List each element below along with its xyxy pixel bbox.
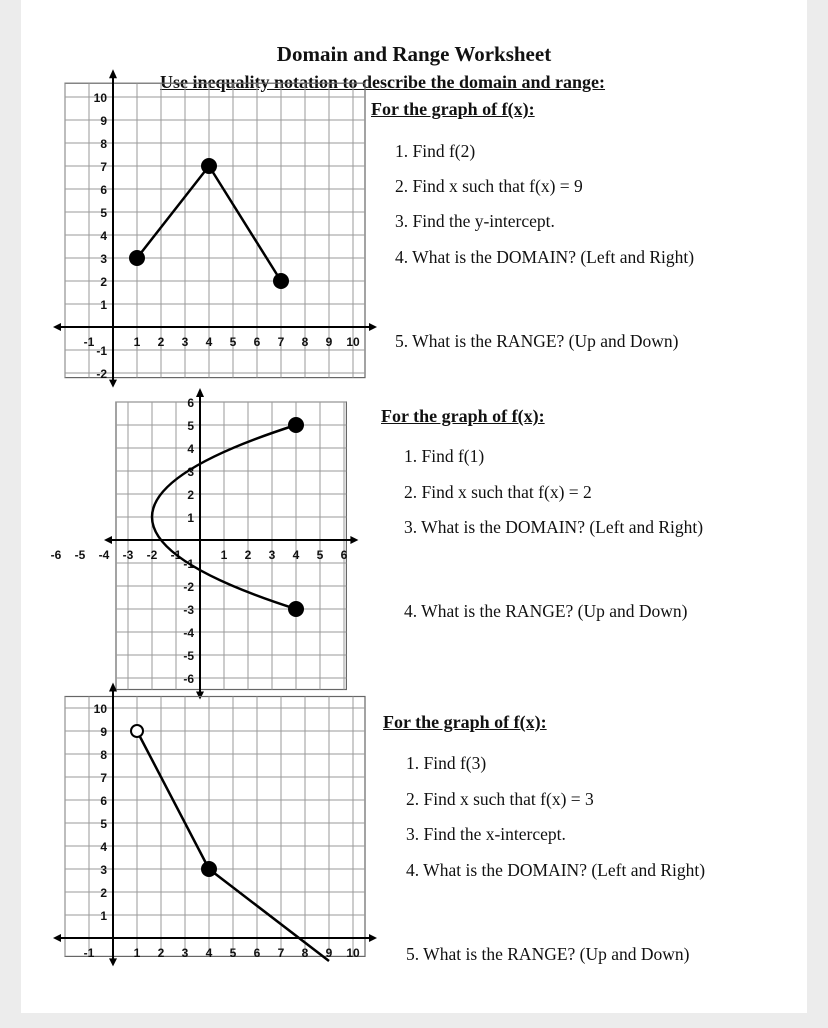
y-tick-label: 1 [100, 298, 107, 312]
closed-point [201, 158, 217, 174]
open-point [131, 725, 143, 737]
x-tick-label: 6 [253, 946, 261, 960]
y-tick-label: 5 [100, 817, 107, 831]
y-tick-label: -1 [96, 344, 107, 358]
x-tick-label: 7 [277, 946, 285, 960]
x-tick-label: 9 [325, 946, 333, 960]
x-tick-label: 1 [133, 335, 141, 349]
y-tick-label: 1 [100, 909, 107, 923]
y-tick-label: 4 [100, 229, 107, 243]
page-subtitle: Use inequality notation to describe the domain and range: [160, 72, 606, 92]
closed-point [201, 861, 217, 877]
x-tick-label: -5 [74, 548, 86, 562]
x-tick-label: 10 [346, 335, 360, 349]
y-tick-label: -4 [183, 626, 194, 640]
x-axis-arrow-right [369, 323, 377, 331]
x-tick-label: 3 [181, 946, 189, 960]
y-tick-label: 4 [187, 442, 194, 456]
section3-question-3: 3. Find the x-intercept. [406, 824, 566, 844]
graph-2 [50, 392, 375, 697]
x-axis-arrow-right [369, 934, 377, 942]
x-tick-label: 8 [301, 946, 309, 960]
x-axis-arrow-left [53, 934, 61, 942]
graph-border [65, 83, 365, 377]
section2-question-1: 1. Find f(1) [404, 446, 485, 466]
section2-question-2: 2. Find x such that f(x) = 2 [404, 482, 592, 502]
y-axis-arrow-down [109, 958, 117, 966]
y-tick-label: -6 [183, 672, 194, 686]
x-tick-label: -2 [146, 548, 158, 562]
graph-border [116, 402, 346, 690]
section1-question-2: 2. Find x such that f(x) = 9 [395, 176, 583, 196]
x-axis-arrow-left [104, 536, 112, 544]
x-tick-label: 4 [205, 335, 213, 349]
y-tick-label: 8 [100, 748, 107, 762]
closed-point [288, 601, 304, 617]
y-tick-label: -3 [183, 603, 194, 617]
y-tick-label: 5 [187, 419, 194, 433]
x-tick-label: 2 [157, 335, 165, 349]
section3-question-1: 1. Find f(3) [406, 753, 487, 773]
closed-point [288, 417, 304, 433]
y-tick-label: 10 [93, 91, 107, 105]
y-tick-label: 9 [100, 114, 107, 128]
x-tick-label: -3 [122, 548, 134, 562]
x-tick-label: 9 [325, 335, 333, 349]
section3-question-2: 2. Find x such that f(x) = 3 [406, 789, 594, 809]
x-tick-label: 5 [316, 548, 324, 562]
closed-point [273, 273, 289, 289]
graph-1 [55, 90, 380, 390]
y-tick-label: -2 [96, 367, 107, 381]
x-axis-arrow-left [53, 323, 61, 331]
closed-point [129, 250, 145, 266]
section2-question-3: 3. What is the DOMAIN? (Left and Right) [404, 517, 704, 537]
y-tick-label: 2 [100, 886, 107, 900]
y-axis-arrow-down [109, 380, 117, 388]
section1-question-4: 4. What is the DOMAIN? (Left and Right) [395, 247, 695, 267]
page-title: Domain and Range Worksheet [276, 42, 552, 66]
x-tick-label: -1 [83, 946, 95, 960]
y-tick-label: 6 [100, 794, 107, 808]
x-tick-label: 7 [277, 335, 285, 349]
y-tick-label: 2 [100, 275, 107, 289]
x-tick-label: 5 [229, 335, 237, 349]
section3-question-5: 5. What is the RANGE? (Up and Down) [406, 944, 690, 964]
x-tick-label: 1 [133, 946, 141, 960]
y-tick-label: 6 [100, 183, 107, 197]
section1-question-3: 3. Find the y-intercept. [395, 211, 555, 231]
section2-question-4: 4. What is the RANGE? (Up and Down) [404, 601, 688, 621]
y-tick-label: 7 [100, 771, 107, 785]
x-tick-label: 5 [229, 946, 237, 960]
section2-heading: For the graph of f(x): [381, 406, 545, 426]
y-tick-label: 2 [187, 488, 194, 502]
x-tick-label: 6 [340, 548, 348, 562]
y-tick-label: 5 [100, 206, 107, 220]
y-tick-label: 6 [187, 396, 194, 410]
section3-heading: For the graph of f(x): [383, 712, 547, 732]
x-tick-label: 3 [181, 335, 189, 349]
y-tick-label: 10 [93, 702, 107, 716]
x-tick-label: 6 [253, 335, 261, 349]
section3-question-4: 4. What is the DOMAIN? (Left and Right) [406, 860, 706, 880]
y-tick-label: 7 [100, 160, 107, 174]
graph-3 [55, 698, 380, 973]
x-tick-label: 3 [268, 548, 276, 562]
x-tick-label: 8 [301, 335, 309, 349]
y-tick-label: 4 [100, 840, 107, 854]
section1-question-5: 5. What is the RANGE? (Up and Down) [395, 331, 679, 351]
section1-question-1: 1. Find f(2) [395, 141, 476, 161]
y-tick-label: 3 [100, 252, 107, 266]
y-tick-label: -5 [183, 649, 194, 663]
x-tick-label: -6 [50, 548, 62, 562]
y-tick-label: 1 [187, 511, 194, 525]
graph-border [65, 697, 365, 957]
x-tick-label: 2 [157, 946, 165, 960]
x-tick-label: 2 [244, 548, 252, 562]
x-tick-label: -1 [83, 335, 95, 349]
y-tick-label: 3 [187, 465, 194, 479]
x-tick-label: 1 [220, 548, 228, 562]
x-axis-arrow-right [350, 536, 358, 544]
y-tick-label: 3 [100, 863, 107, 877]
y-tick-label: -2 [183, 580, 194, 594]
y-tick-label: -1 [183, 557, 194, 571]
y-tick-label: 8 [100, 137, 107, 151]
x-tick-label: 4 [292, 548, 300, 562]
x-tick-label: -4 [98, 548, 110, 562]
y-tick-label: 9 [100, 725, 107, 739]
section1-heading: For the graph of f(x): [371, 99, 535, 119]
x-tick-label: 10 [346, 946, 360, 960]
x-tick-label: 4 [205, 946, 213, 960]
x-tick-label: -1 [170, 548, 182, 562]
